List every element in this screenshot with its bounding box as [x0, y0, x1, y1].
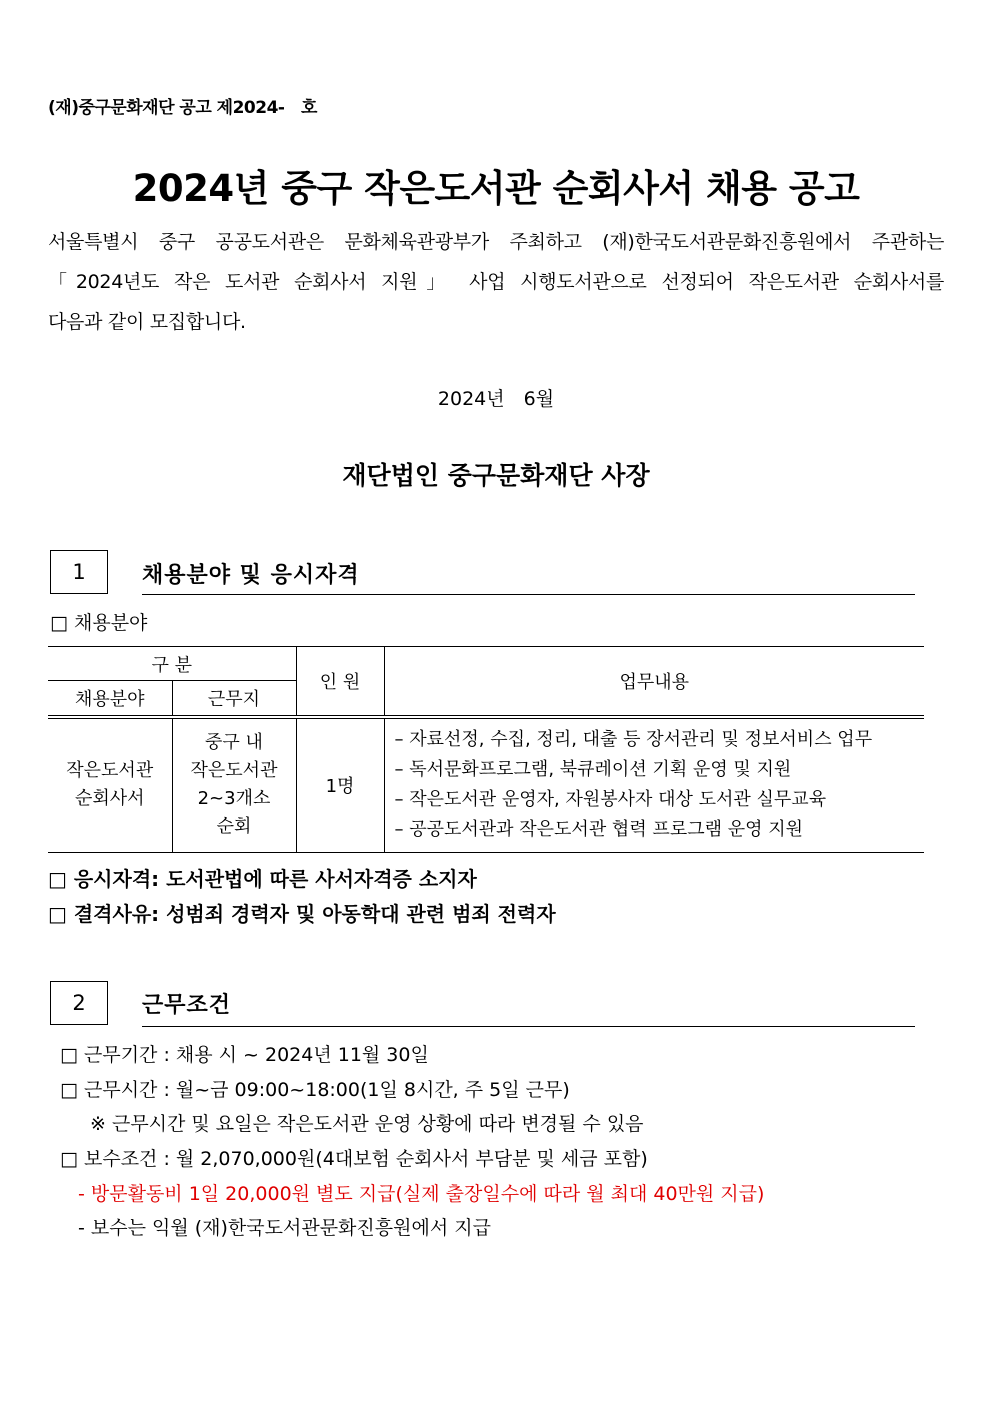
- disqualification: □ 결격사유: 성범죄 경력자 및 아동학대 관련 범죄 전력자: [48, 902, 556, 926]
- cell-count: 1명: [296, 717, 384, 853]
- table-header-field: 채용분야: [48, 681, 172, 717]
- table-header-group: 구 분: [48, 647, 296, 681]
- duty-item: – 공공도서관과 작은도서관 협력 프로그램 운영 지원: [394, 819, 803, 841]
- qualification: □ 응시자격: 도서관법에 따른 사서자격증 소지자: [48, 867, 477, 891]
- work-period: □ 근무기간 : 채용 시 ~ 2024년 11월 30일: [60, 1044, 429, 1066]
- signer: 재단법인 중구문화재단 사장: [342, 461, 650, 490]
- section-2-number: 2: [50, 981, 108, 1025]
- field-heading: □ 채용분야: [50, 612, 148, 634]
- notice-date: 2024년 6월: [437, 388, 555, 410]
- table-header-count: 인 원: [296, 647, 384, 717]
- work-hours: □ 근무시간 : 월~금 09:00~18:00(1일 8시간, 주 5일 근무): [60, 1079, 570, 1101]
- work-hours-note: ※ 근무시간 및 요일은 작은도서관 운영 상황에 따라 변경될 수 있음: [90, 1113, 644, 1135]
- intro-line-1: 서울특별시 중구 공공도서관은 문화체육관광부가 주최하고 (재)한국도서관문화진흥원에서 주관하는: [48, 231, 944, 253]
- duty-item: – 자료선정, 수집, 정리, 대출 등 장서관리 및 정보서비스 업무: [394, 729, 873, 751]
- cell-field: 작은도서관 순회사서: [48, 717, 172, 853]
- table-header-duties: 업무내용: [384, 647, 924, 717]
- cell-location: 중구 내 작은도서관 2~3개소 순회: [172, 717, 296, 853]
- pay-conditions: □ 보수조건 : 월 2,070,000원(4대보험 순회사서 부담분 및 세금 포함): [60, 1148, 648, 1170]
- section-1-number: 1: [50, 550, 108, 594]
- table-row: [48, 717, 924, 853]
- pay-extra-allowance: - 방문활동비 1일 20,000원 별도 지급(실제 출장일수에 따라 월 최대 40만원 지급): [78, 1183, 765, 1205]
- section-1-divider: [142, 594, 915, 595]
- section-2-divider: [142, 1026, 915, 1027]
- duty-item: – 독서문화프로그램, 북큐레이션 기획 운영 및 지원: [394, 759, 792, 781]
- notice-number: (재)중구문화재단 공고 제2024- 호: [48, 98, 317, 118]
- intro-line-2: 「2024년도 작은 도서관 순회사서 지원」 사업 시행도서관으로 선정되어 작은도서관 순회사서를: [48, 271, 944, 293]
- intro-line-3: 다음과 같이 모집합니다.: [48, 311, 246, 333]
- duty-item: – 작은도서관 운영자, 자원봉사자 대상 도서관 실무교육: [394, 789, 827, 811]
- table-header-location: 근무지: [172, 681, 296, 717]
- cell-duties: [384, 717, 924, 853]
- section-1-title: 채용분야 및 응시자격: [142, 563, 360, 588]
- page-title: 2024년 중구 작은도서관 순회사서 채용 공고: [132, 167, 860, 210]
- pay-payer: - 보수는 익월 (재)한국도서관문화진흥원에서 지급: [78, 1217, 491, 1239]
- section-2-title: 근무조건: [142, 993, 232, 1018]
- recruitment-table: [48, 646, 924, 853]
